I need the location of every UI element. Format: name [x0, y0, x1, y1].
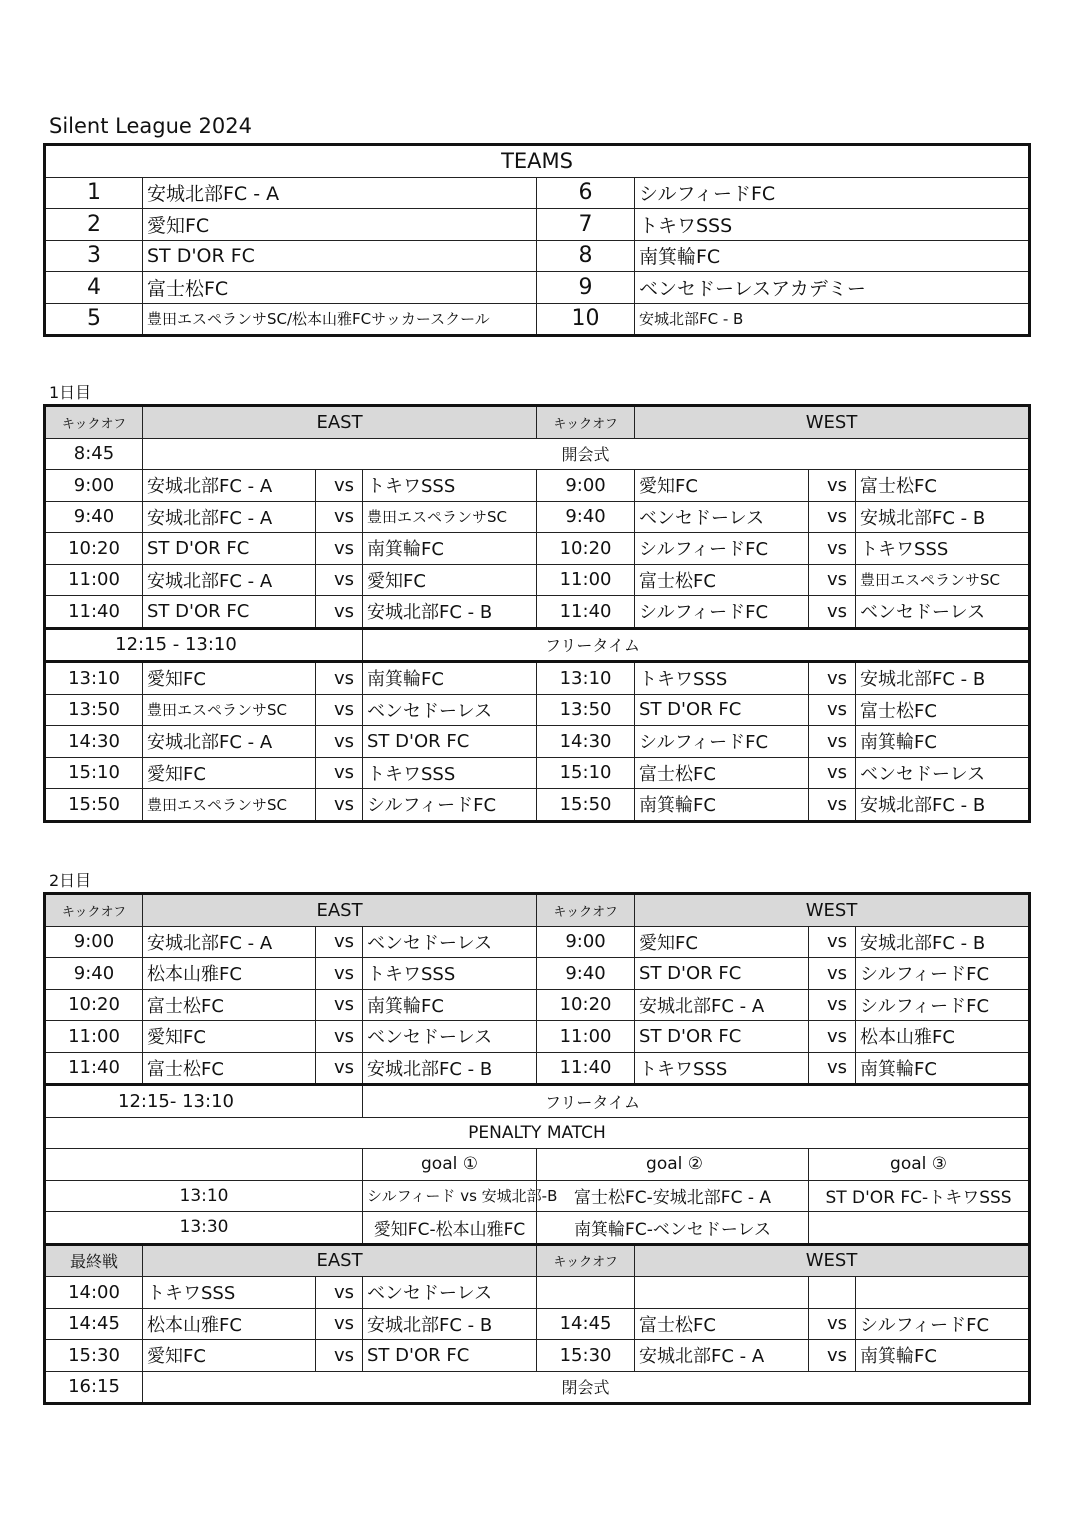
east-team-home: 愛知FC [143, 662, 316, 695]
vs-label: vs [316, 1308, 363, 1340]
east-team-away: 安城北部FC - B [363, 1052, 537, 1085]
east-team-home: 富士松FC [143, 989, 316, 1021]
team-name: 豊田エスペランサSC/松本山雅FCサッカースクール [143, 303, 537, 336]
penalty-goal-2: 南箕輪FC-ベンセドーレス [537, 1212, 809, 1245]
east-header: EAST [143, 406, 537, 439]
penalty-goal-3: ST D'OR FC-トキワSSS [809, 1180, 1030, 1212]
kickoff-time: 14:30 [45, 726, 143, 758]
team-number: 7 [537, 209, 635, 241]
team-number: 1 [45, 177, 143, 209]
kickoff-time: 9:00 [537, 470, 635, 502]
east-team-away: ST D'OR FC [363, 1340, 537, 1372]
kickoff-time: 9:00 [45, 926, 143, 958]
kickoff-time [537, 1277, 635, 1309]
penalty-goal-2: 富士松FC-安城北部FC - A [537, 1180, 809, 1212]
match-row [45, 726, 1030, 758]
east-team-away: トキワSSS [363, 470, 537, 502]
penalty-goal-3 [809, 1212, 1030, 1245]
west-team-home: ベンセドーレス [635, 501, 809, 533]
east-team-away: トキワSSS [363, 757, 537, 789]
kickoff-time: 9:00 [537, 926, 635, 958]
vs-label: vs [809, 958, 856, 990]
vs-label: vs [316, 789, 363, 822]
team-name: 南箕輪FC [635, 240, 1030, 272]
west-team-home: シルフィードFC [635, 726, 809, 758]
kickoff-time: 14:30 [537, 726, 635, 758]
vs-label: vs [316, 533, 363, 565]
kickoff-time: 10:20 [45, 533, 143, 565]
match-row [45, 989, 1030, 1021]
match-row [45, 564, 1030, 596]
match-row [45, 926, 1030, 958]
west-team-away: 安城北部FC - B [856, 926, 1030, 958]
west-team-away: トキワSSS [856, 533, 1030, 565]
match-row [45, 694, 1030, 726]
west-team-home: 南箕輪FC [635, 789, 809, 822]
kickoff-time: 9:40 [45, 501, 143, 533]
east-team-away: 安城北部FC - B [363, 1308, 537, 1340]
kickoff-header: キックオフ [45, 406, 143, 439]
west-team-away: ベンセドーレス [856, 596, 1030, 629]
west-team-away: 安城北部FC - B [856, 789, 1030, 822]
east-team-home: 松本山雅FC [143, 958, 316, 990]
match-row [45, 470, 1030, 502]
vs-label: vs [316, 564, 363, 596]
west-team-home: 愛知FC [635, 470, 809, 502]
kickoff-time: 9:40 [45, 958, 143, 990]
vs-label: vs [316, 694, 363, 726]
east-team-home: 松本山雅FC [143, 1308, 316, 1340]
east-team-away: 南箕輪FC [363, 662, 537, 695]
west-team-away: 安城北部FC - B [856, 662, 1030, 695]
east-team-away: シルフィードFC [363, 789, 537, 822]
vs-label: vs [316, 989, 363, 1021]
kickoff-time: 14:45 [537, 1308, 635, 1340]
match-row [45, 501, 1030, 533]
kickoff-time: 15:50 [537, 789, 635, 822]
vs-label: vs [316, 958, 363, 990]
penalty-time: 13:30 [45, 1212, 363, 1245]
vs-label: vs [809, 926, 856, 958]
team-number: 10 [537, 303, 635, 336]
east-team-home: 安城北部FC - A [143, 926, 316, 958]
team-name: 愛知FC [143, 209, 537, 241]
match-row [45, 1277, 1030, 1309]
west-team-home: シルフィードFC [635, 533, 809, 565]
kickoff-time: 11:40 [45, 596, 143, 629]
vs-label: vs [809, 564, 856, 596]
teams-table [43, 143, 1031, 337]
kickoff-time: 11:00 [45, 1021, 143, 1053]
penalty-match-title: PENALTY MATCH [45, 1117, 1030, 1149]
west-team-home: シルフィードFC [635, 596, 809, 629]
vs-label [809, 1277, 856, 1309]
west-team-away: 松本山雅FC [856, 1021, 1030, 1053]
vs-label: vs [316, 662, 363, 695]
team-number: 3 [45, 240, 143, 272]
penalty-blank [45, 1149, 363, 1181]
opening-ceremony: 開会式 [143, 438, 1030, 470]
west-team-away: 富士松FC [856, 470, 1030, 502]
team-number: 9 [537, 272, 635, 304]
free-time: フリータイム [363, 628, 1030, 662]
break-time: 12:15- 13:10 [45, 1085, 363, 1118]
match-row [45, 1021, 1030, 1053]
east-team-away: 愛知FC [363, 564, 537, 596]
match-row [45, 1052, 1030, 1085]
kickoff-time: 11:40 [537, 1052, 635, 1085]
east-team-home: 安城北部FC - A [143, 564, 316, 596]
team-number: 4 [45, 272, 143, 304]
goal-2-header: goal ② [537, 1149, 809, 1181]
vs-label: vs [809, 501, 856, 533]
kickoff-time: 14:45 [45, 1308, 143, 1340]
goal-1-header: goal ① [363, 1149, 537, 1181]
east-team-away: ST D'OR FC [363, 726, 537, 758]
team-name: ST D'OR FC [143, 240, 537, 272]
vs-label: vs [316, 1052, 363, 1085]
west-team-home: 愛知FC [635, 926, 809, 958]
vs-label: vs [316, 757, 363, 789]
kickoff-time: 9:40 [537, 958, 635, 990]
vs-label: vs [809, 596, 856, 629]
east-team-away: 南箕輪FC [363, 533, 537, 565]
west-team-home: 富士松FC [635, 1308, 809, 1340]
kickoff-header: キックオフ [45, 894, 143, 927]
vs-label: vs [809, 789, 856, 822]
west-team-home: トキワSSS [635, 1052, 809, 1085]
match-row [45, 789, 1030, 822]
vs-label: vs [809, 726, 856, 758]
kickoff-time: 10:20 [45, 989, 143, 1021]
vs-label: vs [316, 926, 363, 958]
east-team-home: 豊田エスペランサSC [143, 694, 316, 726]
east-team-home: ST D'OR FC [143, 533, 316, 565]
kickoff-time: 15:30 [537, 1340, 635, 1372]
kickoff-time: 15:50 [45, 789, 143, 822]
west-header: WEST [635, 894, 1030, 927]
match-row [45, 757, 1030, 789]
vs-label: vs [809, 1052, 856, 1085]
west-team-away: シルフィードFC [856, 989, 1030, 1021]
penalty-time: 13:10 [45, 1180, 363, 1212]
kickoff-time: 15:10 [45, 757, 143, 789]
vs-label: vs [809, 1340, 856, 1372]
vs-label: vs [316, 596, 363, 629]
kickoff-time: 11:00 [45, 564, 143, 596]
vs-label: vs [809, 533, 856, 565]
vs-label: vs [316, 726, 363, 758]
west-team-away: 南箕輪FC [856, 726, 1030, 758]
kickoff-time: 11:00 [537, 564, 635, 596]
west-team-home: ST D'OR FC [635, 958, 809, 990]
match-row [45, 662, 1030, 695]
team-row [45, 272, 1030, 304]
closing-ceremony: 閉会式 [143, 1371, 1030, 1404]
vs-label: vs [809, 989, 856, 1021]
team-name: 安城北部FC - B [635, 303, 1030, 336]
kickoff-time: 11:40 [45, 1052, 143, 1085]
team-number: 5 [45, 303, 143, 336]
day1-schedule [43, 404, 1031, 823]
team-name: ベンセドーレスアカデミー [635, 272, 1030, 304]
vs-label: vs [316, 501, 363, 533]
kickoff-time: 10:20 [537, 533, 635, 565]
closing-time: 16:15 [45, 1371, 143, 1404]
west-team-away: シルフィードFC [856, 958, 1030, 990]
east-team-away: トキワSSS [363, 958, 537, 990]
east-team-home: トキワSSS [143, 1277, 316, 1309]
match-row [45, 1340, 1030, 1372]
kickoff-time: 11:40 [537, 596, 635, 629]
penalty-row [45, 1180, 1030, 1212]
kickoff-time: 13:50 [45, 694, 143, 726]
match-row [45, 533, 1030, 565]
east-team-away: ベンセドーレス [363, 1021, 537, 1053]
team-row [45, 209, 1030, 241]
kickoff-header: キックオフ [537, 1244, 635, 1277]
east-team-away: 南箕輪FC [363, 989, 537, 1021]
east-team-home: 愛知FC [143, 1340, 316, 1372]
west-team-away [856, 1277, 1030, 1309]
east-team-home: 安城北部FC - A [143, 470, 316, 502]
east-team-home: 安城北部FC - A [143, 501, 316, 533]
match-row [45, 958, 1030, 990]
west-team-home: 富士松FC [635, 564, 809, 596]
vs-label: vs [809, 757, 856, 789]
east-team-home: 安城北部FC - A [143, 726, 316, 758]
vs-label: vs [316, 1021, 363, 1053]
goal-3-header: goal ③ [809, 1149, 1030, 1181]
vs-label: vs [809, 694, 856, 726]
east-header: EAST [143, 1244, 537, 1277]
team-row [45, 240, 1030, 272]
kickoff-time: 10:20 [537, 989, 635, 1021]
match-row [45, 1308, 1030, 1340]
west-team-home: 安城北部FC - A [635, 989, 809, 1021]
kickoff-time: 9:00 [45, 470, 143, 502]
west-team-away: 南箕輪FC [856, 1052, 1030, 1085]
day2-label: 2日目 [49, 871, 92, 890]
teams-header: TEAMS [45, 145, 1030, 178]
kickoff-time: 15:30 [45, 1340, 143, 1372]
east-team-away: ベンセドーレス [363, 926, 537, 958]
west-team-home: ST D'OR FC [635, 694, 809, 726]
west-team-away: シルフィードFC [856, 1308, 1030, 1340]
east-team-away: ベンセドーレス [363, 694, 537, 726]
west-team-home: 安城北部FC - A [635, 1340, 809, 1372]
vs-label: vs [809, 1021, 856, 1053]
team-name: 安城北部FC - A [143, 177, 537, 209]
opening-time: 8:45 [45, 438, 143, 470]
kickoff-time: 14:00 [45, 1277, 143, 1309]
west-header: WEST [635, 406, 1030, 439]
vs-label: vs [316, 1277, 363, 1309]
match-row [45, 596, 1030, 629]
team-number: 8 [537, 240, 635, 272]
east-team-home: 豊田エスペランサSC [143, 789, 316, 822]
west-team-away: ベンセドーレス [856, 757, 1030, 789]
penalty-goal-1: シルフィード vs 安城北部-B [363, 1180, 537, 1212]
break-time: 12:15 - 13:10 [45, 628, 363, 662]
team-row [45, 177, 1030, 209]
team-number: 6 [537, 177, 635, 209]
day1-label: 1日目 [49, 383, 92, 402]
west-team-away: 豊田エスペランサSC [856, 564, 1030, 596]
vs-label: vs [809, 662, 856, 695]
vs-label: vs [316, 1340, 363, 1372]
team-name: シルフィードFC [635, 177, 1030, 209]
kickoff-time: 13:10 [537, 662, 635, 695]
team-row [45, 303, 1030, 336]
kickoff-time: 13:50 [537, 694, 635, 726]
east-team-away: 安城北部FC - B [363, 596, 537, 629]
kickoff-time: 15:10 [537, 757, 635, 789]
vs-label: vs [809, 470, 856, 502]
team-name: 富士松FC [143, 272, 537, 304]
kickoff-header: キックオフ [537, 894, 635, 927]
east-team-away: 豊田エスペランサSC [363, 501, 537, 533]
east-team-away: ベンセドーレス [363, 1277, 537, 1309]
penalty-goal-1: 愛知FC-松本山雅FC [363, 1212, 537, 1245]
kickoff-time: 11:00 [537, 1021, 635, 1053]
west-team-home [635, 1277, 809, 1309]
team-number: 2 [45, 209, 143, 241]
east-team-home: 富士松FC [143, 1052, 316, 1085]
west-header: WEST [635, 1244, 1030, 1277]
kickoff-time: 13:10 [45, 662, 143, 695]
west-team-away: 安城北部FC - B [856, 501, 1030, 533]
east-team-home: 愛知FC [143, 1021, 316, 1053]
west-team-home: ST D'OR FC [635, 1021, 809, 1053]
vs-label: vs [316, 470, 363, 502]
team-name: トキワSSS [635, 209, 1030, 241]
final-round-header: 最終戦 [45, 1244, 143, 1277]
day2-schedule [43, 892, 1031, 1405]
page-title: Silent League 2024 [49, 114, 252, 138]
west-team-home: 富士松FC [635, 757, 809, 789]
penalty-row [45, 1212, 1030, 1245]
east-header: EAST [143, 894, 537, 927]
west-team-away: 南箕輪FC [856, 1340, 1030, 1372]
free-time: フリータイム [363, 1085, 1030, 1118]
east-team-home: ST D'OR FC [143, 596, 316, 629]
east-team-home: 愛知FC [143, 757, 316, 789]
vs-label: vs [809, 1308, 856, 1340]
west-team-home: トキワSSS [635, 662, 809, 695]
kickoff-time: 9:40 [537, 501, 635, 533]
west-team-away: 富士松FC [856, 694, 1030, 726]
kickoff-header: キックオフ [537, 406, 635, 439]
